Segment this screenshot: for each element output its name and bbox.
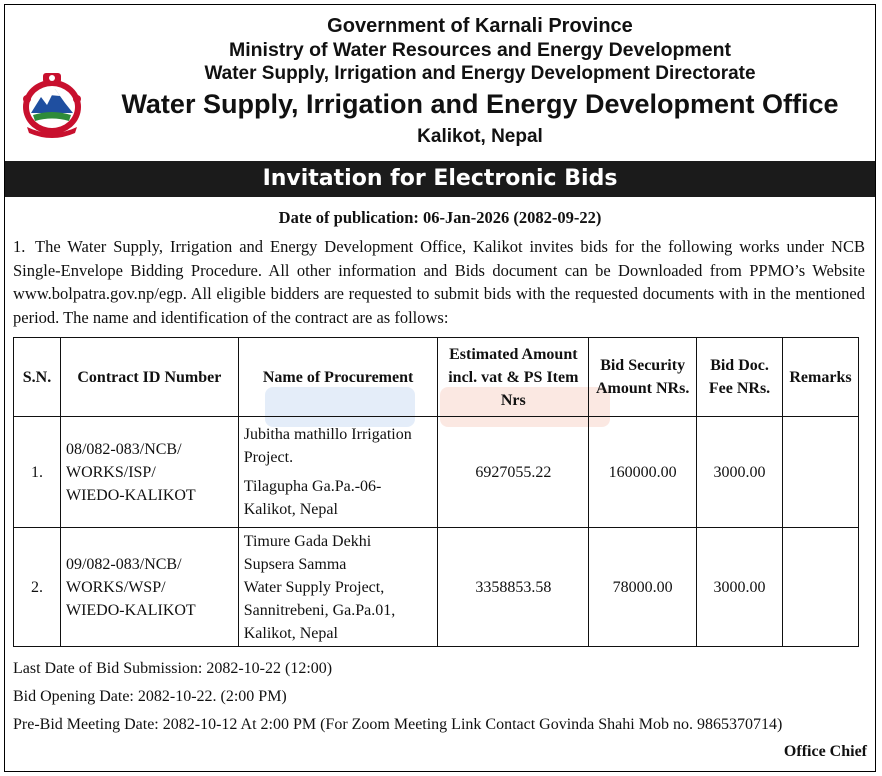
procurement-line: Sannitrebeni, Ga.Pa.01,	[243, 601, 396, 619]
bid-notice-page	[4, 4, 876, 772]
cell-sn: 2.	[14, 528, 61, 647]
col-header-sn: S.N.	[14, 338, 61, 417]
office-location: Kalikot, Nepal	[417, 126, 543, 147]
procurement-line: Water Supply Project,	[243, 578, 385, 596]
cell-bid-security: 160000.00	[589, 417, 697, 528]
col-header-remarks: Remarks	[782, 338, 858, 417]
office-title: Water Supply, Irrigation and Energy Development Office	[121, 89, 839, 119]
ministry-line: Ministry of Water Resources and Energy Development	[228, 39, 732, 61]
table-row	[14, 528, 859, 647]
table-header-row	[14, 338, 859, 417]
nepal-emblem-icon	[19, 69, 85, 139]
col-header-doc-fee: Bid Doc. Fee NRs.	[697, 338, 783, 417]
procurement-line: Project.	[243, 449, 294, 466]
procurement-line: Kalikot, Nepal	[243, 624, 338, 642]
government-line: Government of Karnali Province	[327, 15, 633, 37]
col-header-bid-security: Bid Security Amount NRs.	[589, 338, 697, 417]
intro-number: 1.	[13, 237, 26, 256]
table-row	[14, 417, 859, 528]
procurement-line: Supsera Samma	[243, 555, 347, 573]
contract-id-line: WORKS/ISP/	[65, 463, 156, 481]
contracts-table	[13, 337, 859, 647]
col-header-estimated-amount: Estimated Amount incl. vat & PS Item Nrs	[438, 338, 589, 417]
intro-text: The Water Supply, Irrigation and Energy Development Office, Kalikot invites bids for the following works under NCB Single-Envelope Bidding Procedure. All other information and Bids document can be Downloaded from PPMO’s Website www.bolpatra.gov.np/egp. All eligible bidders are requested to submit bids with the requested documents with in the mentioned period. The name and identification of the contract are as follows:	[13, 237, 865, 327]
cell-remarks	[782, 528, 858, 647]
submission-deadline: Last Date of Bid Submission: 2082-10-22 (12:00)	[13, 660, 333, 677]
directorate-line: Water Supply, Irrigation and Energy Development Directorate	[204, 63, 756, 84]
cell-doc-fee: 3000.00	[697, 528, 783, 647]
cell-sn: 1.	[14, 417, 61, 528]
cell-contract-id	[60, 417, 238, 528]
procurement-line: Kalikot, Nepal	[243, 501, 338, 518]
contract-id-line: WIEDO-KALIKOT	[65, 486, 196, 504]
cell-procurement	[238, 528, 438, 647]
cell-estimated-amount: 6927055.22	[438, 417, 589, 528]
cell-contract-id	[60, 528, 238, 647]
bid-opening-date: Bid Opening Date: 2082-10-22. (2:00 PM)	[13, 688, 287, 705]
contract-id-line: 09/082-083/NCB/	[65, 555, 182, 573]
procurement-line: Jubitha mathillo Irrigation	[243, 426, 412, 443]
col-header-contract-id: Contract ID Number	[60, 338, 238, 417]
contract-id-line: 08/082-083/NCB/	[65, 440, 182, 458]
contract-id-line: WIEDO-KALIKOT	[65, 601, 196, 619]
cell-remarks	[782, 417, 858, 528]
procurement-line: Tilagupha Ga.Pa.-06-	[243, 478, 382, 495]
office-chief-signature: Office Chief	[783, 743, 867, 760]
notice-title-banner: Invitation for Electronic Bids	[5, 161, 875, 197]
notice-header	[5, 5, 875, 160]
intro-paragraph	[13, 235, 865, 329]
cell-doc-fee: 3000.00	[697, 417, 783, 528]
cell-procurement	[238, 417, 438, 528]
col-header-procurement: Name of Procurement	[238, 338, 438, 417]
cell-bid-security: 78000.00	[589, 528, 697, 647]
cell-estimated-amount: 3358853.58	[438, 528, 589, 647]
publication-date: Date of publication: 06-Jan-2026 (2082-09-22)	[278, 208, 602, 227]
procurement-line: Timure Gada Dekhi	[243, 532, 372, 550]
prebid-meeting-info: Pre-Bid Meeting Date: 2082-10-12 At 2:00 PM (For Zoom Meeting Link Contact Govinda Shahi Mob no. 9865370714)	[13, 716, 783, 733]
contract-id-line: WORKS/WSP/	[65, 578, 166, 596]
